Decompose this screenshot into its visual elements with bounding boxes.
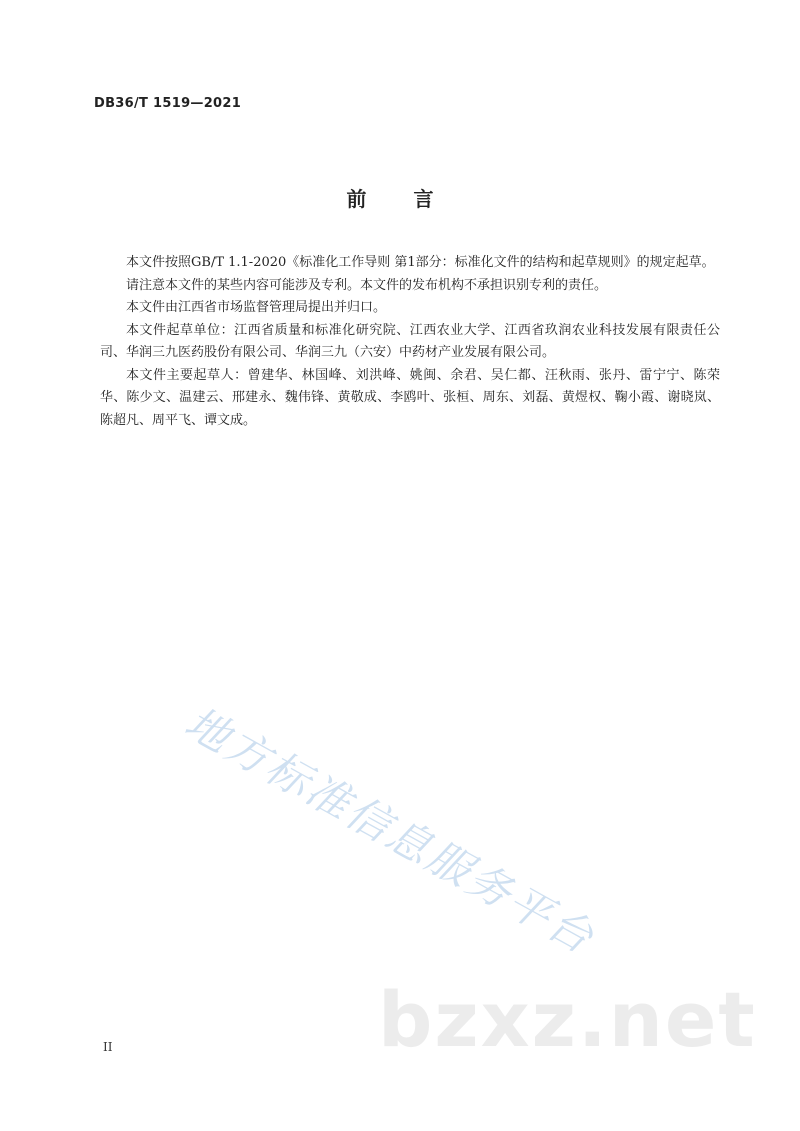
paragraph-drafting-rules: 本文件按照GB/T 1.1-2020《标准化工作导则 第1部分：标准化文件的结构和起草规则》的规定起草。 [126,255,715,270]
section-title: 前 言 [346,187,454,211]
watermark-chinese: 地方标准信息服务平台 [176,697,603,965]
document-id: DB36/T 1519—2021 [94,96,242,111]
paragraph-drafting-units: 本文件起草单位：江西省质量和标准化研究院、江西农业大学、江西省玖润农业科技发展有限责任公司、华润三九医药股份有限公司、华润三九（六安）中药材产业发展有限公司。 [100,322,720,360]
paragraph-proposer: 本文件由江西省市场监督管理局提出并归口。 [126,300,387,315]
watermark-site: bzxz.net [378,975,757,1064]
paragraph-patent-notice: 请注意本文件的某些内容可能涉及专利。本文件的发布机构不承担识别专利的责任。 [126,277,608,293]
foreword-body [100,252,720,432]
paragraph-drafters: 本文件主要起草人：曾建华、林国峰、刘洪峰、姚闽、余君、吴仁都、汪秋雨、张丹、雷宁宁、陈荣华、陈少文、温建云、邢建永、魏伟锋、黄敬成、李鸥叶、张桓、周东、刘磊、黄煜权、鞠小霞、谢晓岚、陈超凡、周平飞、谭文成。 [100,367,720,428]
page-number: II [103,1040,113,1054]
